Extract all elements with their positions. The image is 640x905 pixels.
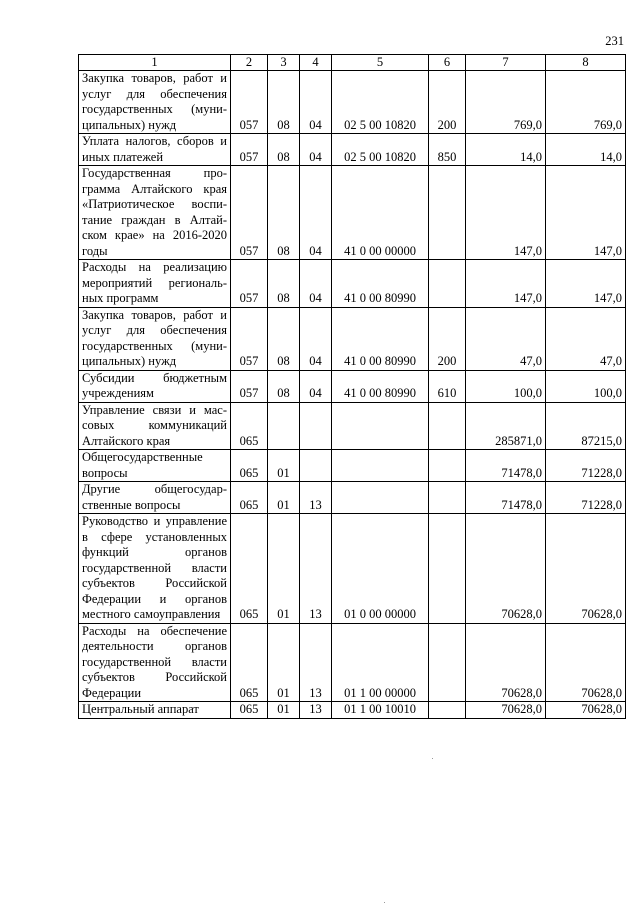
cell-name: Общегосударственные вопросы: [79, 450, 231, 482]
cell-amount-year-2: 14,0: [546, 134, 626, 166]
cell-ministry-code: 065: [231, 482, 268, 514]
header-cell-2: 2: [231, 55, 268, 71]
cell-name: Другие общегосударственные вопросы: [79, 482, 231, 514]
cell-amount-year-1: 14,0: [466, 134, 546, 166]
table-row: [79, 702, 626, 719]
cell-target-article: [332, 450, 429, 482]
cell-ministry-code: 057: [231, 71, 268, 134]
cell-target-article: 41 0 00 80990: [332, 307, 429, 370]
budget-table: [78, 54, 626, 719]
cell-name: Расходы на обеспечение деятельности органов государственной власти субъектов Российской Федерации: [79, 623, 231, 702]
table-row: [79, 166, 626, 260]
cell-ministry-code: 065: [231, 702, 268, 719]
cell-subsection: 04: [300, 370, 332, 402]
table-row: [79, 307, 626, 370]
scan-speck: [432, 758, 433, 759]
cell-ministry-code: 065: [231, 623, 268, 702]
cell-name: Субсидии бюджетным учреждениям: [79, 370, 231, 402]
cell-expense-type: [429, 623, 466, 702]
cell-expense-type: [429, 482, 466, 514]
header-cell-7: 7: [466, 55, 546, 71]
cell-section: 01: [268, 702, 300, 719]
cell-amount-year-2: 87215,0: [546, 402, 626, 450]
cell-section: 01: [268, 450, 300, 482]
cell-subsection: [300, 450, 332, 482]
cell-section: 08: [268, 260, 300, 308]
cell-ministry-code: 057: [231, 260, 268, 308]
header-cell-1: 1: [79, 55, 231, 71]
cell-section: 08: [268, 134, 300, 166]
cell-section: 08: [268, 307, 300, 370]
cell-name: Закупка товаров, работ и услуг для обеспечения государственных (муниципальных) нужд: [79, 71, 231, 134]
cell-subsection: 04: [300, 166, 332, 260]
cell-section: 01: [268, 623, 300, 702]
cell-expense-type: 200: [429, 71, 466, 134]
cell-amount-year-1: 147,0: [466, 260, 546, 308]
cell-amount-year-1: 71478,0: [466, 450, 546, 482]
cell-amount-year-1: 100,0: [466, 370, 546, 402]
header-cell-4: 4: [300, 55, 332, 71]
cell-target-article: 01 0 00 00000: [332, 514, 429, 624]
cell-section: 08: [268, 71, 300, 134]
cell-amount-year-2: 71228,0: [546, 482, 626, 514]
cell-subsection: [300, 402, 332, 450]
cell-expense-type: [429, 450, 466, 482]
cell-amount-year-1: 769,0: [466, 71, 546, 134]
cell-ministry-code: 065: [231, 402, 268, 450]
cell-target-article: 02 5 00 10820: [332, 71, 429, 134]
cell-amount-year-1: 70628,0: [466, 702, 546, 719]
cell-expense-type: 200: [429, 307, 466, 370]
cell-ministry-code: 057: [231, 370, 268, 402]
cell-amount-year-2: 147,0: [546, 166, 626, 260]
cell-section: 01: [268, 514, 300, 624]
table-row: [79, 370, 626, 402]
cell-expense-type: [429, 514, 466, 624]
cell-expense-type: [429, 402, 466, 450]
table-row: [79, 514, 626, 624]
header-cell-6: 6: [429, 55, 466, 71]
cell-amount-year-2: 147,0: [546, 260, 626, 308]
cell-target-article: 41 0 00 00000: [332, 166, 429, 260]
cell-subsection: 04: [300, 260, 332, 308]
table-header-row: [79, 55, 626, 71]
header-cell-5: 5: [332, 55, 429, 71]
cell-subsection: 04: [300, 71, 332, 134]
cell-subsection: 13: [300, 623, 332, 702]
header-cell-3: 3: [268, 55, 300, 71]
cell-expense-type: 850: [429, 134, 466, 166]
cell-ministry-code: 057: [231, 134, 268, 166]
table-row: [79, 482, 626, 514]
cell-amount-year-2: 769,0: [546, 71, 626, 134]
cell-ministry-code: 057: [231, 307, 268, 370]
cell-expense-type: [429, 166, 466, 260]
table-row: [79, 623, 626, 702]
cell-expense-type: [429, 260, 466, 308]
cell-amount-year-2: 70628,0: [546, 623, 626, 702]
cell-subsection: 13: [300, 702, 332, 719]
table-row: [79, 71, 626, 134]
cell-expense-type: 610: [429, 370, 466, 402]
cell-ministry-code: 065: [231, 514, 268, 624]
cell-amount-year-1: 285871,0: [466, 402, 546, 450]
cell-name: Уплата налогов, сборов и иных платежей: [79, 134, 231, 166]
scan-speck: [384, 902, 385, 903]
cell-amount-year-2: 47,0: [546, 307, 626, 370]
header-cell-8: 8: [546, 55, 626, 71]
cell-name: Расходы на реализацию мероприятий региональных программ: [79, 260, 231, 308]
cell-expense-type: [429, 702, 466, 719]
cell-amount-year-2: 100,0: [546, 370, 626, 402]
table-row: [79, 260, 626, 308]
cell-target-article: 01 1 00 10010: [332, 702, 429, 719]
cell-name: Государственная программа Алтайского края «Патриотическое воспитание граждан в Алтайском крае» на 2016-2020 годы: [79, 166, 231, 260]
cell-target-article: 01 1 00 00000: [332, 623, 429, 702]
table-row: [79, 450, 626, 482]
cell-section: [268, 402, 300, 450]
cell-subsection: 04: [300, 307, 332, 370]
cell-amount-year-2: 70628,0: [546, 702, 626, 719]
cell-target-article: [332, 402, 429, 450]
cell-amount-year-1: 147,0: [466, 166, 546, 260]
cell-amount-year-2: 71228,0: [546, 450, 626, 482]
cell-ministry-code: 065: [231, 450, 268, 482]
cell-section: 01: [268, 482, 300, 514]
cell-subsection: 04: [300, 134, 332, 166]
cell-section: 08: [268, 166, 300, 260]
cell-target-article: 02 5 00 10820: [332, 134, 429, 166]
cell-amount-year-1: 70628,0: [466, 514, 546, 624]
cell-amount-year-1: 47,0: [466, 307, 546, 370]
cell-target-article: 41 0 00 80990: [332, 370, 429, 402]
cell-amount-year-1: 71478,0: [466, 482, 546, 514]
cell-amount-year-2: 70628,0: [546, 514, 626, 624]
cell-name: Руководство и управление в сфере установленных функций органов государственной власти субъектов Российской Федерации и органов местного самоуправления: [79, 514, 231, 624]
table-row: [79, 134, 626, 166]
cell-subsection: 13: [300, 514, 332, 624]
cell-ministry-code: 057: [231, 166, 268, 260]
cell-name: Центральный аппарат: [79, 702, 231, 719]
cell-name: Закупка товаров, работ и услуг для обеспечения государственных (муниципальных) нужд: [79, 307, 231, 370]
page-number: 231: [605, 34, 624, 48]
cell-target-article: 41 0 00 80990: [332, 260, 429, 308]
cell-section: 08: [268, 370, 300, 402]
cell-amount-year-1: 70628,0: [466, 623, 546, 702]
cell-subsection: 13: [300, 482, 332, 514]
cell-name: Управление связи и массовых коммуникаций Алтайского края: [79, 402, 231, 450]
cell-target-article: [332, 482, 429, 514]
table-row: [79, 402, 626, 450]
